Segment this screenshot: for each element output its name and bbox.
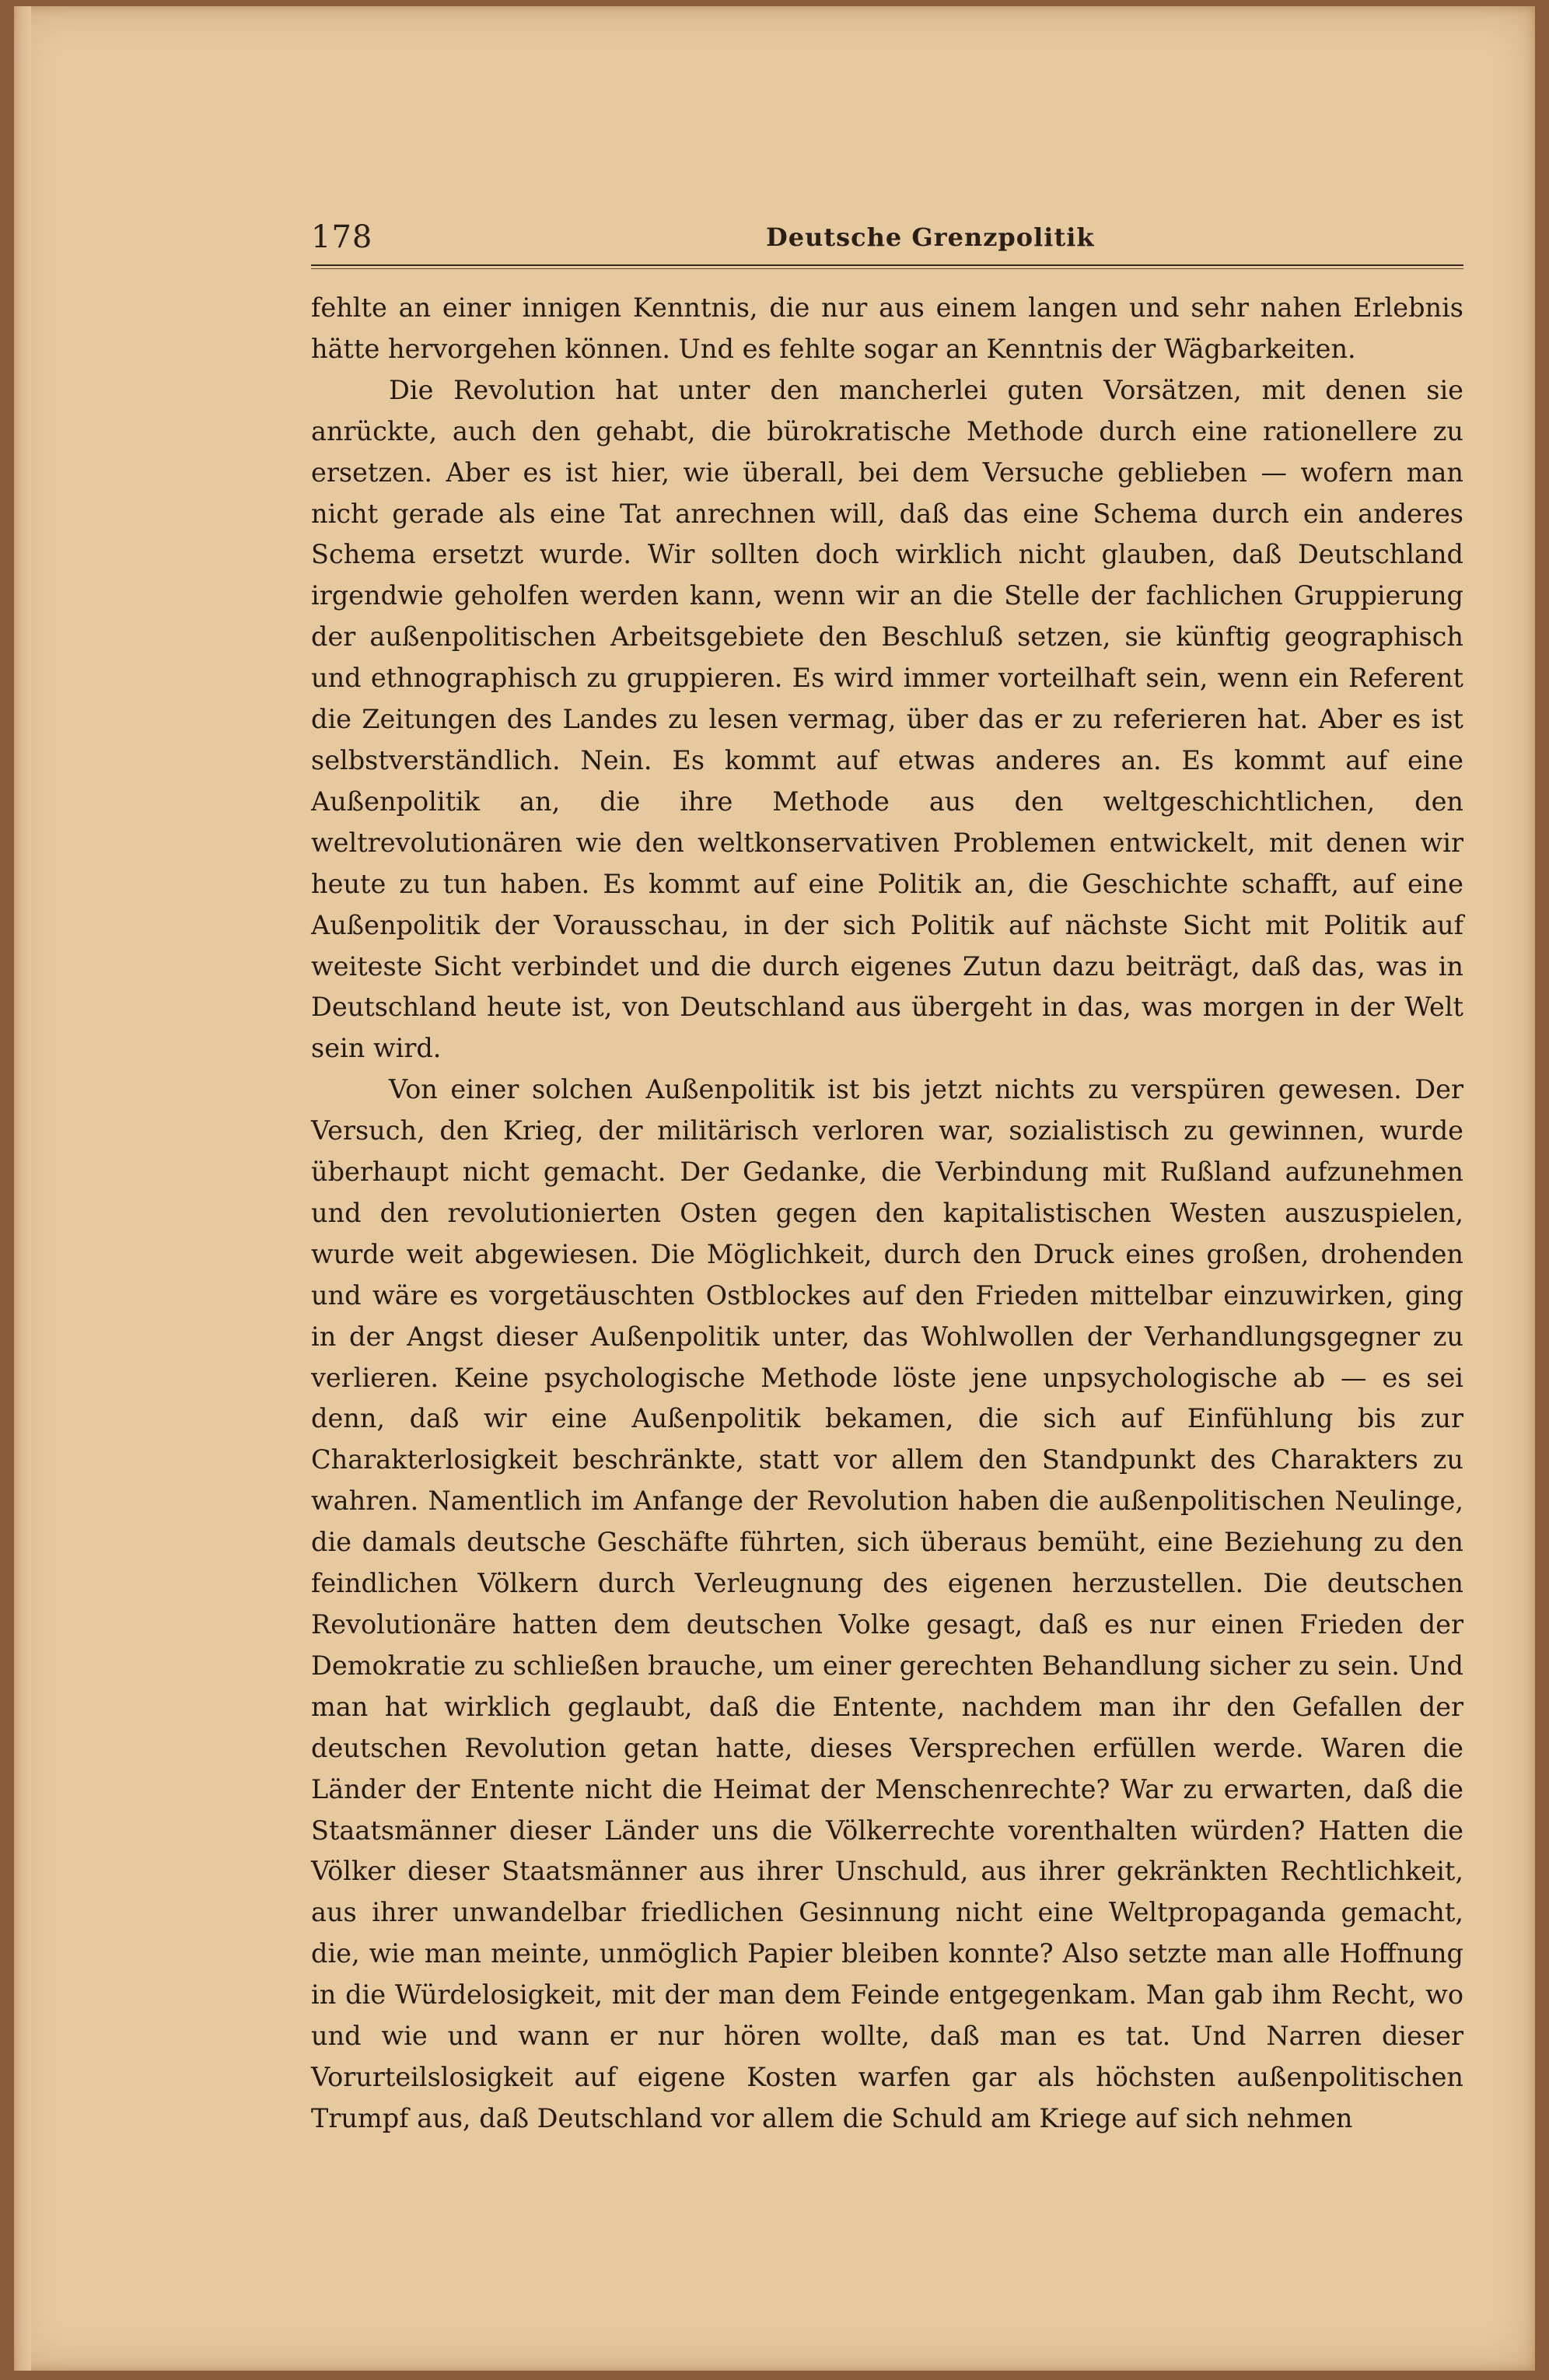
running-head: Deutsche Grenzpolitik bbox=[766, 222, 1095, 252]
page-header bbox=[311, 213, 1463, 268]
page-edge-shadow bbox=[14, 6, 31, 2371]
paragraph-1: fehlte an einer innigen Kenntnis, die nur aus einem langen und sehr nahen Erlebnis hätte hervorgehen können. Und es fehlte sogar an Kenntnis der Wägbarkeiten. bbox=[311, 292, 1463, 364]
paragraph-2: Die Revolution hat unter den mancherlei guten Vorsätzen, mit denen sie anrückte, auch den gehabt, die bürokratische Methode durch eine rationellere zu ersetzen. Aber es ist hier, wie überall, bei dem Versuche geblieben — wofern man nicht gerade als eine Tat anrechnen will, daß das eine Schema durch ein anderes Schema ersetzt wurde. Wir sollten doch wirklich nicht glauben, daß Deutschland irgendwie geholfen werden kann, wenn wir an die Stelle der fachlichen Gruppierung der außenpolitischen Arbeitsgebiete den Beschluß setzen, sie künftig geographisch und ethnographisch zu gruppieren. Es wird immer vorteilhaft sein, wenn ein Referent die Zeitungen des Landes zu lesen vermag, über das er zu referieren hat. Aber es ist selbstverständlich. Nein. Es kommt auf etwas anderes an. Es kommt auf eine Außenpolitik an, die ihre Methode aus den weltgeschichtlichen, den weltrevolutionären wie den weltkonservativen Problemen entwickelt, mit denen wir heute zu tun haben. Es kommt auf eine Politik an, die Geschichte schafft, auf eine Außenpolitik der Vorausschau, in der sich Politik auf nächste Sicht mit Politik auf weiteste Sicht verbindet und die durch eigenes Zutun dazu beiträgt, daß das, was in Deutschland heute ist, von Deutschland aus übergeht in das, was morgen in der Welt sein wird. bbox=[311, 374, 1463, 1064]
header-rule-thin bbox=[311, 268, 1463, 269]
page-number: 178 bbox=[311, 219, 373, 255]
header-rule bbox=[311, 264, 1463, 266]
paragraph-3: Von einer solchen Außenpolitik ist bis jetzt nichts zu verspüren gewesen. Der Versuch, den Krieg, der militärisch verloren war, sozialistisch zu gewinnen, wurde überhaupt nicht gemacht. Der Gedanke, die Verbindung mit Rußland aufzunehmen und den revolutionierten Osten gegen den kapitalistischen Westen auszuspielen, wurde weit abgewiesen. Die Möglichkeit, durch den Druck eines großen, drohenden und wäre es vorgetäuschten Ostblockes auf den Frieden mittelbar einzuwirken, ging in der Angst dieser Außenpolitik unter, das Wohlwollen der Verhandlungsgegner zu verlieren. Keine psychologische Methode löste jene unpsychologische ab — es sei denn, daß wir eine Außenpolitik bekamen, die sich auf Einfühlung bis zur Charakterlosigkeit beschränkte, statt vor allem den Standpunkt des Charakters zu wahren. Namentlich im Anfange der Revolution haben die außenpolitischen Neulinge, die damals deutsche Geschäfte führten, sich überaus bemüht, eine Beziehung zu den feindlichen Völkern durch Verleugnung des eigenen herzustellen. Die deutschen Revolutionäre hatten dem deutschen Volke gesagt, daß es nur einen Frieden der Demokratie zu schließen brauche, um einer gerechten Behandlung sicher zu sein. Und man hat wirklich geglaubt, daß die Entente, nachdem man ihr den Gefallen der deutschen Revolution getan hatte, dieses Versprechen erfüllen werde. Waren die Länder der Entente nicht die Heimat der Menschenrechte? War zu erwarten, daß die Staatsmänner dieser Länder uns die Völkerrechte vorenthalten würden? Hatten die Völker dieser Staatsmänner aus ihrer Unschuld, aus ihrer gekränkten Rechtlichkeit, aus ihrer unwandelbar friedlichen Gesinnung nicht eine Weltpropaganda gemacht, die, wie man meinte, unmöglich Papier bleiben konnte? Also setzte man alle Hoffnung in die Würdelosigkeit, mit der man dem Feinde entgegenkam. Man gab ihm Recht, wo und wie und wann er nur hören wollte, daß man es tat. Und Narren dieser Vorurteilslosigkeit auf eigene Kosten warfen gar als höchsten außenpolitischen Trumpf aus, daß Deutschland vor allem die Schuld am Kriege auf sich nehmen bbox=[311, 1074, 1463, 2133]
body-text bbox=[311, 288, 1463, 2140]
